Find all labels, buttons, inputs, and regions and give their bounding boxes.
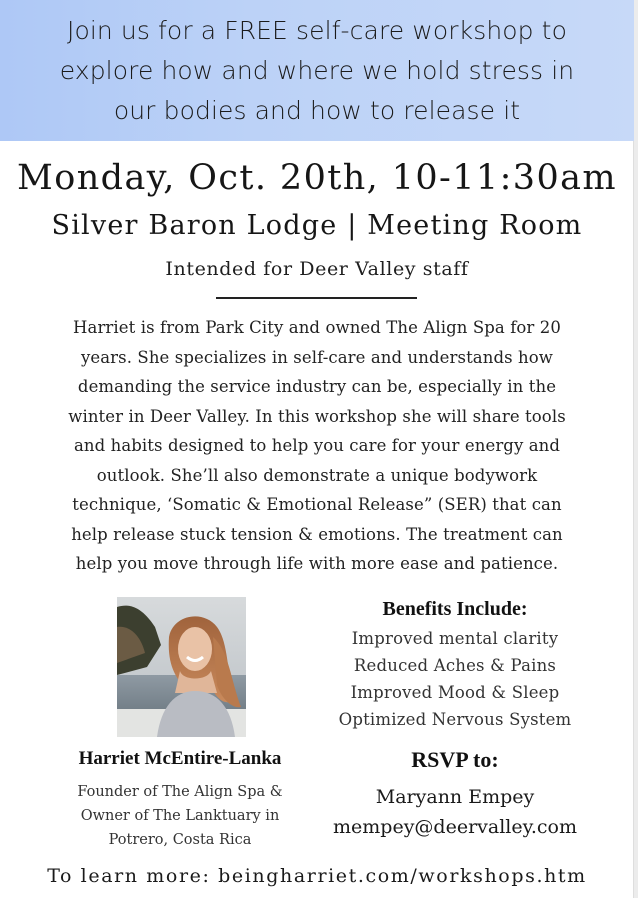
presenter-role-line: Potrero, Costa Rica — [108, 832, 252, 848]
presenter-role-line: Founder of The Align Spa & — [77, 784, 283, 800]
benefit-item: Optimized Nervous System — [338, 710, 572, 729]
event-date-time: Monday, Oct. 20th, 10-11:30am — [17, 158, 617, 198]
bio-line: and habits designed to help you care for your energy and — [73, 436, 561, 455]
event-location: Silver Baron Lodge | Meeting Room — [51, 210, 583, 241]
benefits-title: Benefits Include: — [382, 598, 528, 620]
rsvp-title: RSVP to: — [411, 747, 499, 772]
presenter-photo — [117, 597, 246, 737]
bio-line: winter in Deer Valley. In this workshop she will share tools — [68, 406, 566, 426]
presenter-role-line: Owner of The Lanktuary in — [80, 808, 280, 824]
rsvp-email: mempey@deervalley.com — [333, 816, 577, 838]
event-audience: Intended for Deer Valley staff — [165, 258, 469, 280]
benefit-item: Reduced Aches & Pains — [353, 656, 557, 675]
benefits-list — [300, 625, 610, 733]
banner-line: our bodies and how to release it — [113, 95, 521, 125]
learn-more-footer: To learn more: beingharriet.com/workshops.htm — [47, 865, 587, 887]
benefit-item: Improved Mood & Sleep — [350, 683, 560, 702]
bio-line: demanding the service industry can be, especially in the — [77, 377, 557, 396]
bio-line: help release stuck tension & emotions. The treatment can — [71, 524, 563, 544]
bio-line: help you move through life with more ease and patience. — [75, 554, 559, 573]
bio-line: outlook. She’ll also demonstrate a unique bodywork — [96, 465, 538, 485]
bio-line: years. She specializes in self-care and understands how — [80, 347, 554, 367]
header-banner — [0, 0, 634, 141]
benefit-item: Improved mental clarity — [351, 629, 559, 648]
presenter-role — [45, 780, 315, 852]
banner-line: Join us for a FREE self-care workshop to — [67, 15, 567, 45]
bio-line: Harriet is from Park City and owned The Align Spa for 20 — [73, 318, 561, 337]
presenter-bio — [30, 313, 604, 579]
section-divider — [216, 297, 417, 299]
presenter-name: Harriet McEntire-Lanka — [78, 748, 282, 769]
banner-line: explore how and where we hold stress in — [59, 55, 575, 85]
rsvp-contact-name: Maryann Empey — [375, 786, 535, 808]
bio-line: technique, ‘Somatic & Emotional Release” (SER) that can — [72, 495, 562, 514]
